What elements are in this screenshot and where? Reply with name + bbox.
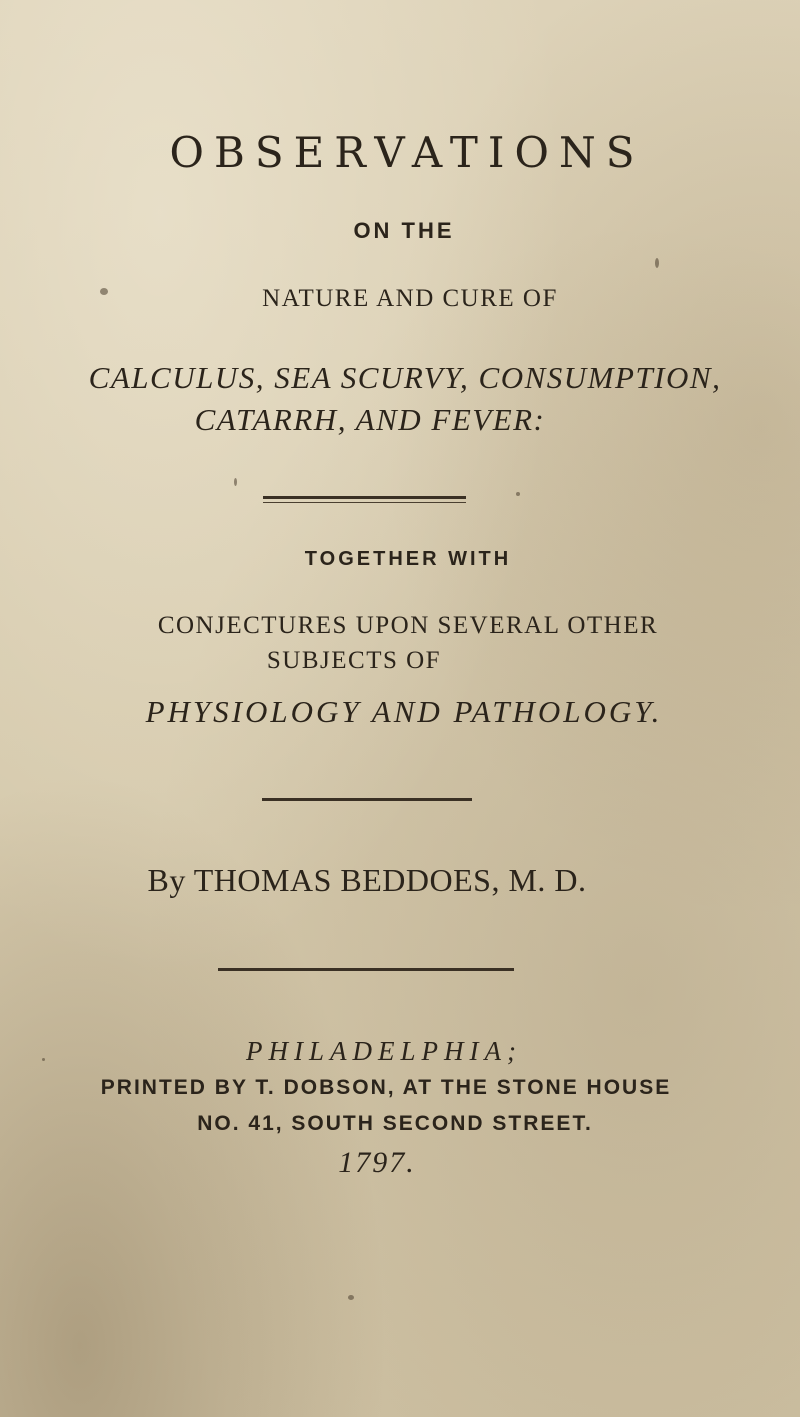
imprint-place: PHILADELPHIA; xyxy=(246,1036,522,1066)
divider-rule-thin xyxy=(263,502,466,503)
divider-rule xyxy=(262,798,472,801)
imprint-printer: PRINTED BY T. DOBSON, AT THE STONE HOUSE xyxy=(100,1076,672,1099)
divider-rule xyxy=(263,496,466,499)
paper-speck xyxy=(516,492,520,496)
conjectures-line-1: CONJECTURES UPON SEVERAL OTHER xyxy=(157,612,659,639)
paper-speck xyxy=(42,1058,45,1061)
conjectures-line-2: SUBJECTS OF xyxy=(266,647,442,674)
diseases-line-1: CALCULUS, SEA SCURVY, CONSUMPTION, xyxy=(88,360,722,395)
together-with-line: TOGETHER WITH xyxy=(304,548,512,570)
author-line: By THOMAS BEDDOES, M. D. xyxy=(147,862,587,898)
book-title: OBSERVATIONS xyxy=(169,128,645,177)
subtitle-nature-and-cure: NATURE AND CURE OF xyxy=(262,285,558,312)
paper-speck xyxy=(655,258,659,268)
imprint-year: 1797. xyxy=(338,1146,416,1179)
divider-rule xyxy=(218,968,514,971)
subtitle-on-the: ON THE xyxy=(353,218,455,243)
paper-speck xyxy=(234,478,237,486)
subjects-line: PHYSIOLOGY AND PATHOLOGY. xyxy=(145,694,663,729)
paper-speck xyxy=(348,1295,354,1300)
diseases-line-2: CATARRH, AND FEVER: xyxy=(194,402,546,437)
imprint-address: NO. 41, SOUTH SECOND STREET. xyxy=(197,1112,593,1135)
paper-speck xyxy=(100,288,108,295)
